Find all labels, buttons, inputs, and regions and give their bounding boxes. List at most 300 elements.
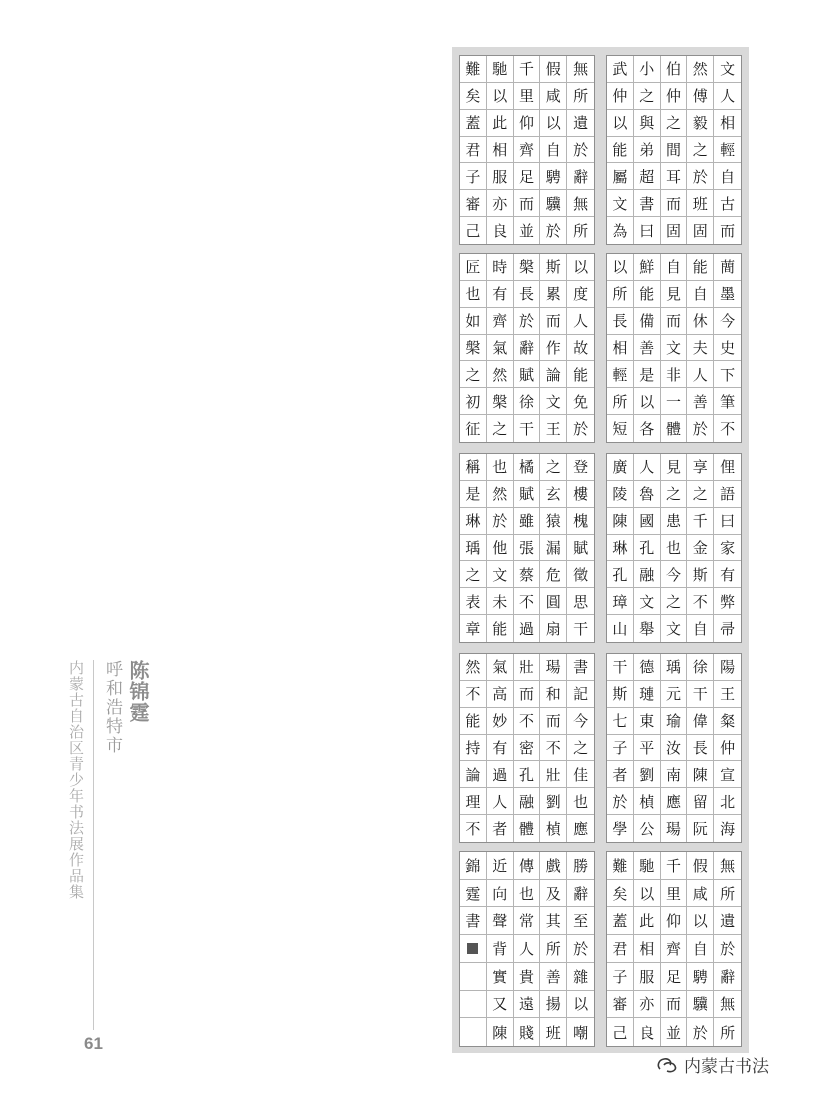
character-cell: 文 xyxy=(714,56,741,83)
character-cell: 善 xyxy=(687,388,714,415)
character-cell: 服 xyxy=(634,963,661,991)
character-cell: 短 xyxy=(607,415,634,442)
character-cell: 仲 xyxy=(714,735,741,762)
character-cell: 足 xyxy=(514,163,541,190)
character-cell: 人 xyxy=(567,308,594,335)
character-cell: 賦 xyxy=(514,361,541,388)
character-cell: 馳 xyxy=(634,852,661,880)
character-cell: 不 xyxy=(687,588,714,615)
character-cell: 不 xyxy=(540,735,567,762)
character-cell: 陳 xyxy=(687,761,714,788)
character-cell: 君 xyxy=(607,935,634,963)
character-cell: 海 xyxy=(720,820,736,839)
character-cell: 一 xyxy=(661,388,688,415)
character-cell: 難 xyxy=(607,852,634,880)
calligraphy-panel xyxy=(606,453,742,643)
character-cell: 勝 xyxy=(567,852,594,880)
book-title: 内蒙古自治区青少年书法展作品集 xyxy=(67,660,85,900)
character-cell: 楨 xyxy=(540,815,567,842)
character-cell: 己 xyxy=(607,1018,634,1046)
character-cell: 於 xyxy=(540,217,567,244)
character-cell: 氣 xyxy=(487,335,514,362)
character-cell: 也 xyxy=(514,880,541,908)
character-cell: 登 xyxy=(567,454,594,481)
character-cell: 各 xyxy=(634,415,661,442)
character-cell: 德 xyxy=(634,654,661,681)
character-cell: 之 xyxy=(460,561,487,588)
character-cell: 瑜 xyxy=(661,708,688,735)
character-cell: 此 xyxy=(487,110,514,137)
character-cell: 驥 xyxy=(687,991,714,1019)
character-cell: 應 xyxy=(661,788,688,815)
calligraphy-panel xyxy=(606,253,742,443)
character-cell: 人 xyxy=(634,454,661,481)
character-cell: 輕 xyxy=(607,361,634,388)
character-cell: 學 xyxy=(607,815,634,842)
character-cell: 雖 xyxy=(514,508,541,535)
character-cell: 然 xyxy=(460,654,487,681)
character-cell: 相 xyxy=(487,137,514,164)
character-cell: 筆 xyxy=(714,388,741,415)
character-cell: 能 xyxy=(607,137,634,164)
character-cell: 槃 xyxy=(487,388,514,415)
character-cell: 仲 xyxy=(607,83,634,110)
character-cell: 陳 xyxy=(607,508,634,535)
character-cell: 故 xyxy=(567,335,594,362)
character-cell: 夫 xyxy=(687,335,714,362)
character-cell: 北 xyxy=(714,788,741,815)
character-cell: 而 xyxy=(720,222,736,241)
calligraphy-panel xyxy=(459,851,595,1047)
character-cell: 融 xyxy=(634,561,661,588)
character-cell: 蓋 xyxy=(460,110,487,137)
character-cell: 猿 xyxy=(540,508,567,535)
character-cell: 嘲 xyxy=(573,1023,589,1042)
character-cell: 聲 xyxy=(487,907,514,935)
character-cell: 於 xyxy=(567,137,594,164)
character-cell: 自 xyxy=(714,163,741,190)
character-cell: 曰 xyxy=(714,508,741,535)
character-cell: 璉 xyxy=(634,681,661,708)
character-cell: 是 xyxy=(460,481,487,508)
character-cell: 騁 xyxy=(687,963,714,991)
character-cell: 王 xyxy=(714,681,741,708)
character-cell: 於 xyxy=(487,508,514,535)
character-cell: 徐 xyxy=(514,388,541,415)
character-cell: 累 xyxy=(540,281,567,308)
character-cell: 斯 xyxy=(607,681,634,708)
character-cell: 所 xyxy=(573,222,589,241)
character-cell: 瑀 xyxy=(661,654,688,681)
character-cell: 持 xyxy=(460,735,487,762)
character-cell: 相 xyxy=(634,935,661,963)
character-cell: 於 xyxy=(567,935,594,963)
character-cell: 所 xyxy=(714,880,741,908)
character-cell: 之 xyxy=(540,454,567,481)
character-cell: 遺 xyxy=(714,907,741,935)
character-cell: 槃 xyxy=(514,254,541,281)
character-cell: 亦 xyxy=(634,991,661,1019)
character-cell: 辭 xyxy=(714,963,741,991)
character-cell: 相 xyxy=(607,335,634,362)
character-cell: 見 xyxy=(661,281,688,308)
character-cell: 千 xyxy=(514,56,541,83)
wechat-channel-icon xyxy=(656,1056,678,1074)
character-cell: 自 xyxy=(540,137,567,164)
character-cell: 然 xyxy=(487,361,514,388)
character-cell: 及 xyxy=(540,880,567,908)
character-cell: 辭 xyxy=(514,335,541,362)
character-cell: 元 xyxy=(661,681,688,708)
character-cell: 常 xyxy=(514,907,541,935)
character-cell: 所 xyxy=(567,83,594,110)
character-cell: 徵 xyxy=(567,561,594,588)
character-cell: 之 xyxy=(661,481,688,508)
character-cell: 足 xyxy=(661,963,688,991)
character-cell: 難 xyxy=(460,56,487,83)
character-cell: 之 xyxy=(661,588,688,615)
character-cell: 假 xyxy=(687,852,714,880)
character-cell: 孔 xyxy=(514,761,541,788)
artist-name: 陈锦霆 xyxy=(126,660,150,723)
character-cell: 以 xyxy=(540,110,567,137)
character-cell: 自 xyxy=(687,615,714,642)
seal-stamp-icon xyxy=(467,943,478,954)
character-cell: 能 xyxy=(460,708,487,735)
character-cell: 槐 xyxy=(567,508,594,535)
character-cell: 陳 xyxy=(487,1018,514,1046)
character-cell: 初 xyxy=(460,388,487,415)
character-cell: 享 xyxy=(687,454,714,481)
character-cell: 壯 xyxy=(514,654,541,681)
character-cell: 未 xyxy=(487,588,514,615)
character-cell: 以 xyxy=(567,254,594,281)
character-cell: 徐 xyxy=(687,654,714,681)
character-cell: 免 xyxy=(567,388,594,415)
character-cell: 審 xyxy=(607,991,634,1019)
character-cell: 張 xyxy=(514,535,541,562)
character-cell: 語 xyxy=(714,481,741,508)
calligraphy-panel xyxy=(459,453,595,643)
character-cell: 體 xyxy=(661,415,688,442)
character-cell: 之 xyxy=(661,110,688,137)
character-cell: 長 xyxy=(514,281,541,308)
character-cell: 文 xyxy=(607,190,634,217)
character-cell: 今 xyxy=(714,308,741,335)
character-cell: 而 xyxy=(661,991,688,1019)
character-cell: 仰 xyxy=(514,110,541,137)
character-cell: 瑒 xyxy=(661,815,688,842)
character-cell: 墨 xyxy=(714,281,741,308)
character-cell: 所 xyxy=(607,388,634,415)
character-cell: 融 xyxy=(514,788,541,815)
character-cell: 和 xyxy=(540,681,567,708)
character-cell: 文 xyxy=(634,588,661,615)
character-cell: 子 xyxy=(607,963,634,991)
character-cell: 人 xyxy=(687,361,714,388)
character-cell: 善 xyxy=(540,963,567,991)
character-cell: 表 xyxy=(460,588,487,615)
character-cell: 高 xyxy=(487,681,514,708)
character-cell: 實 xyxy=(487,963,514,991)
calligraphy-panel xyxy=(459,253,595,443)
character-cell: 耳 xyxy=(661,163,688,190)
artist-place: 呼和浩特市 xyxy=(102,660,122,755)
character-cell: 君 xyxy=(460,137,487,164)
character-cell: 遠 xyxy=(514,991,541,1019)
character-cell: 也 xyxy=(460,281,487,308)
character-cell: 度 xyxy=(567,281,594,308)
character-cell: 休 xyxy=(687,308,714,335)
character-cell: 今 xyxy=(661,561,688,588)
character-cell: 子 xyxy=(460,163,487,190)
character-cell: 自 xyxy=(661,254,688,281)
character-cell: 之 xyxy=(687,137,714,164)
character-cell: 時 xyxy=(487,254,514,281)
character-cell: 古 xyxy=(714,190,741,217)
character-cell: 於 xyxy=(687,163,714,190)
character-cell: 以 xyxy=(567,991,594,1019)
character-cell: 假 xyxy=(540,56,567,83)
character-cell: 長 xyxy=(607,308,634,335)
character-cell: 以 xyxy=(607,254,634,281)
character-cell: 貴 xyxy=(514,963,541,991)
character-cell: 阮 xyxy=(687,815,714,842)
character-cell: 國 xyxy=(634,508,661,535)
character-cell: 公 xyxy=(634,815,661,842)
character-cell: 而 xyxy=(540,308,567,335)
character-cell: 是 xyxy=(634,361,661,388)
character-cell: 橘 xyxy=(514,454,541,481)
character-cell: 不 xyxy=(514,708,541,735)
character-cell: 琳 xyxy=(460,508,487,535)
character-cell: 書 xyxy=(567,654,594,681)
character-cell: 於 xyxy=(607,788,634,815)
character-cell: 能 xyxy=(567,361,594,388)
character-cell: 能 xyxy=(487,615,514,642)
character-cell: 陽 xyxy=(714,654,741,681)
character-cell: 並 xyxy=(514,217,541,244)
character-cell: 無 xyxy=(714,852,741,880)
character-cell: 之 xyxy=(634,83,661,110)
character-cell: 輕 xyxy=(714,137,741,164)
character-cell: 舉 xyxy=(634,615,661,642)
character-cell: 騁 xyxy=(540,163,567,190)
character-cell: 傅 xyxy=(687,83,714,110)
character-cell: 以 xyxy=(634,388,661,415)
character-cell: 危 xyxy=(540,561,567,588)
character-cell: 書 xyxy=(634,190,661,217)
character-cell: 仲 xyxy=(661,83,688,110)
character-cell: 又 xyxy=(487,991,514,1019)
character-cell: 無 xyxy=(567,56,594,83)
character-cell: 傳 xyxy=(514,852,541,880)
character-cell: 應 xyxy=(573,820,589,839)
watermark xyxy=(656,1052,769,1077)
character-cell: 密 xyxy=(514,735,541,762)
character-cell: 齊 xyxy=(487,308,514,335)
character-cell: 子 xyxy=(607,735,634,762)
character-cell: 稱 xyxy=(460,454,487,481)
character-cell: 楨 xyxy=(634,788,661,815)
side-divider xyxy=(93,660,94,1030)
character-cell: 於 xyxy=(573,420,589,439)
character-cell: 見 xyxy=(661,454,688,481)
character-cell: 於 xyxy=(687,415,714,442)
character-cell: 留 xyxy=(687,788,714,815)
character-cell: 思 xyxy=(567,588,594,615)
character-cell: 蕳 xyxy=(714,254,741,281)
character-cell: 鮮 xyxy=(634,254,661,281)
character-cell: 辭 xyxy=(567,880,594,908)
character-cell: 錦 xyxy=(460,852,487,880)
calligraphy-artwork xyxy=(452,47,749,1053)
character-cell: 七 xyxy=(607,708,634,735)
calligraphy-panel xyxy=(459,55,595,245)
character-cell: 所 xyxy=(607,281,634,308)
character-cell: 良 xyxy=(487,217,514,244)
character-cell: 伯 xyxy=(661,56,688,83)
character-cell: 山 xyxy=(607,615,634,642)
character-cell xyxy=(460,963,487,991)
character-cell: 之 xyxy=(687,481,714,508)
character-cell: 斯 xyxy=(687,561,714,588)
character-cell: 里 xyxy=(661,880,688,908)
character-cell: 文 xyxy=(487,561,514,588)
character-cell: 患 xyxy=(661,508,688,535)
character-cell: 粲 xyxy=(714,708,741,735)
character-cell: 東 xyxy=(634,708,661,735)
character-cell: 固 xyxy=(687,217,714,244)
character-cell: 善 xyxy=(634,335,661,362)
character-cell: 有 xyxy=(487,735,514,762)
calligraphy-panel xyxy=(459,653,595,843)
character-cell: 干 xyxy=(607,654,634,681)
character-cell: 戲 xyxy=(540,852,567,880)
character-cell: 征 xyxy=(460,415,487,442)
character-cell: 家 xyxy=(714,535,741,562)
character-cell: 廣 xyxy=(607,454,634,481)
character-cell: 偉 xyxy=(687,708,714,735)
character-cell: 里 xyxy=(514,83,541,110)
character-cell: 長 xyxy=(687,735,714,762)
character-cell: 為 xyxy=(607,217,634,244)
character-cell: 然 xyxy=(487,481,514,508)
character-cell: 作 xyxy=(540,335,567,362)
character-cell: 書 xyxy=(460,907,487,935)
character-cell: 琳 xyxy=(607,535,634,562)
character-cell: 劉 xyxy=(540,788,567,815)
character-cell: 至 xyxy=(567,907,594,935)
character-cell: 而 xyxy=(661,190,688,217)
character-cell: 自 xyxy=(687,935,714,963)
character-cell xyxy=(460,991,487,1019)
character-cell: 璋 xyxy=(607,588,634,615)
character-cell: 背 xyxy=(487,935,514,963)
character-cell: 者 xyxy=(607,761,634,788)
character-cell: 氣 xyxy=(487,654,514,681)
character-cell: 己 xyxy=(460,217,487,244)
character-cell: 矣 xyxy=(607,880,634,908)
character-cell: 也 xyxy=(567,788,594,815)
character-cell: 武 xyxy=(607,56,634,83)
calligraphy-panel xyxy=(606,55,742,245)
character-cell: 固 xyxy=(661,217,688,244)
character-cell: 過 xyxy=(514,615,541,642)
character-cell: 而 xyxy=(514,190,541,217)
character-cell: 班 xyxy=(687,190,714,217)
character-cell: 矣 xyxy=(460,83,487,110)
character-cell: 汝 xyxy=(661,735,688,762)
character-cell: 干 xyxy=(514,415,541,442)
character-cell: 蔡 xyxy=(514,561,541,588)
character-cell: 文 xyxy=(661,615,688,642)
character-cell: 然 xyxy=(687,56,714,83)
character-cell: 而 xyxy=(661,308,688,335)
character-cell: 班 xyxy=(540,1018,567,1046)
character-cell: 今 xyxy=(567,708,594,735)
character-cell: 無 xyxy=(567,190,594,217)
character-cell: 之 xyxy=(460,361,487,388)
character-cell: 向 xyxy=(487,880,514,908)
character-cell: 屬 xyxy=(607,163,634,190)
character-cell: 咸 xyxy=(687,880,714,908)
character-cell: 間 xyxy=(661,137,688,164)
character-cell: 扇 xyxy=(540,615,567,642)
character-cell: 瑒 xyxy=(540,654,567,681)
character-cell: 斯 xyxy=(540,254,567,281)
calligraphy-panel xyxy=(606,653,742,843)
character-cell: 南 xyxy=(661,761,688,788)
character-cell: 齊 xyxy=(661,935,688,963)
character-cell: 此 xyxy=(634,907,661,935)
character-cell: 干 xyxy=(687,681,714,708)
character-cell: 他 xyxy=(487,535,514,562)
character-cell: 者 xyxy=(487,815,514,842)
character-cell: 史 xyxy=(714,335,741,362)
character-cell: 於 xyxy=(714,935,741,963)
character-cell: 以 xyxy=(607,110,634,137)
page-number: 61 xyxy=(84,1034,103,1053)
character-cell: 遺 xyxy=(567,110,594,137)
character-cell: 理 xyxy=(460,788,487,815)
character-cell: 咸 xyxy=(540,83,567,110)
character-cell: 而 xyxy=(540,708,567,735)
character-cell: 不 xyxy=(720,420,736,439)
character-cell: 有 xyxy=(714,561,741,588)
character-cell: 魯 xyxy=(634,481,661,508)
character-cell: 霆 xyxy=(460,880,487,908)
character-cell: 佳 xyxy=(567,761,594,788)
character-cell: 弊 xyxy=(714,588,741,615)
character-cell: 超 xyxy=(634,163,661,190)
watermark-text: 内蒙古书法 xyxy=(684,1057,769,1077)
character-cell: 記 xyxy=(567,681,594,708)
character-cell: 揚 xyxy=(540,991,567,1019)
character-cell: 孔 xyxy=(607,561,634,588)
character-cell: 相 xyxy=(714,110,741,137)
character-cell: 不 xyxy=(460,681,487,708)
character-cell: 之 xyxy=(567,735,594,762)
character-cell: 干 xyxy=(573,620,589,639)
character-cell: 孔 xyxy=(634,535,661,562)
character-cell: 瑀 xyxy=(460,535,487,562)
character-cell: 以 xyxy=(634,880,661,908)
character-cell: 玄 xyxy=(540,481,567,508)
character-cell: 劉 xyxy=(634,761,661,788)
character-cell: 於 xyxy=(687,1018,714,1046)
character-cell: 能 xyxy=(687,254,714,281)
